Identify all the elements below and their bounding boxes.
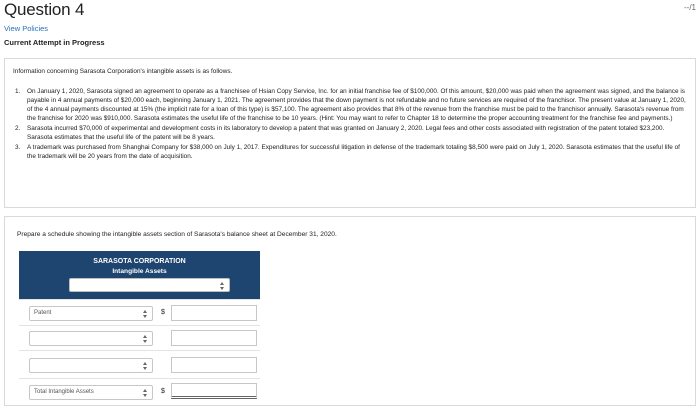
account-select-total[interactable] xyxy=(29,385,153,400)
dollar-sign: $ xyxy=(161,388,165,395)
question-title: Question 4 xyxy=(4,0,85,19)
info-item-number: 3. xyxy=(15,144,21,151)
account-select-1[interactable] xyxy=(29,306,153,321)
info-list xyxy=(13,87,689,162)
info-item xyxy=(13,143,689,161)
amount-input-1[interactable] xyxy=(171,305,257,321)
row-divider xyxy=(19,299,260,300)
select-arrows-icon xyxy=(220,281,225,290)
account-select-2[interactable] xyxy=(29,331,153,346)
date-select[interactable] xyxy=(69,278,230,292)
info-item-number: 1. xyxy=(15,88,21,95)
row-divider xyxy=(19,378,260,379)
info-intro: Information concerning Sarasota Corporation's intangible assets is as follows. xyxy=(13,68,233,75)
company-name: SARASOTA CORPORATION xyxy=(93,258,186,265)
total-amount-input[interactable] xyxy=(171,383,257,399)
row-divider xyxy=(19,325,260,326)
select-arrows-icon xyxy=(143,388,148,397)
select-arrows-icon xyxy=(143,361,148,370)
schedule-subtitle: Intangible Assets xyxy=(112,268,167,275)
amount-input-3[interactable] xyxy=(171,357,257,373)
schedule-panel xyxy=(4,216,696,406)
schedule-header xyxy=(19,251,260,299)
question-score: --/1 xyxy=(684,3,696,12)
account-select-value: Patent xyxy=(34,310,52,316)
info-item xyxy=(13,87,689,123)
info-item-text: On January 1, 2020, Sarasota signed an agreement to operate as a franchisee of Hsian Copy Service, Inc. for an initial franchise fee of $100,000. Of this amount, $20,000 was paid when the agreement was signed, and the balance is payable in 4 annual payments of $20,000 each, beginning January 1, 2021. The agreement provides that the down payment is not refundable and no future services are required of the franchisor. The present value at January 1, 2020, of the 4 annual payments discounted at 15% (the implicit rate for a loan of this type) is $57,100. The agreement also provides that 8% of the revenue from the franchise must be paid to the franchisor annually. Sarasota's revenue from the franchise for 2020 was $910,000. Sarasota estimates the useful life of the franchise to be 10 years. (Hint: You may want to refer to Chapter 18 to determine the proper accounting treatment for the franchise fee and payments.) xyxy=(27,88,686,122)
info-item-number: 2. xyxy=(15,125,21,132)
problem-info-panel xyxy=(4,58,696,208)
row-divider xyxy=(19,350,260,351)
amount-input-2[interactable] xyxy=(171,330,257,346)
select-arrows-icon xyxy=(143,334,148,343)
account-select-3[interactable] xyxy=(29,358,153,373)
dollar-sign: $ xyxy=(161,309,165,316)
info-item-text: Sarasota incurred $70,000 of experimental and development costs in its laboratory to develop a patent that was granted on January 2, 2020. Legal fees and other costs associated with registration of the patent totaled $23,200. Sarasota estimates that the useful life of the patent will be 8 years. xyxy=(27,125,665,141)
info-item xyxy=(13,124,689,142)
view-policies-link[interactable]: View Policies xyxy=(4,24,49,33)
account-select-value: Total Intangible Assets xyxy=(34,389,94,395)
attempt-status: Current Attempt in Progress xyxy=(4,38,105,47)
schedule-prompt: Prepare a schedule showing the intangible assets section of Sarasota's balance sheet at December 31, 2020. xyxy=(17,231,337,238)
info-item-text: A trademark was purchased from Shanghai Company for $38,000 on July 1, 2017. Expenditures for successful litigation in defense of the trademark totaling $8,500 were paid on July 1, 2020. Sarasota estimates that the useful life of the trademark will be 20 years from the date of acquisition. xyxy=(27,144,680,160)
select-arrows-icon xyxy=(143,309,148,318)
